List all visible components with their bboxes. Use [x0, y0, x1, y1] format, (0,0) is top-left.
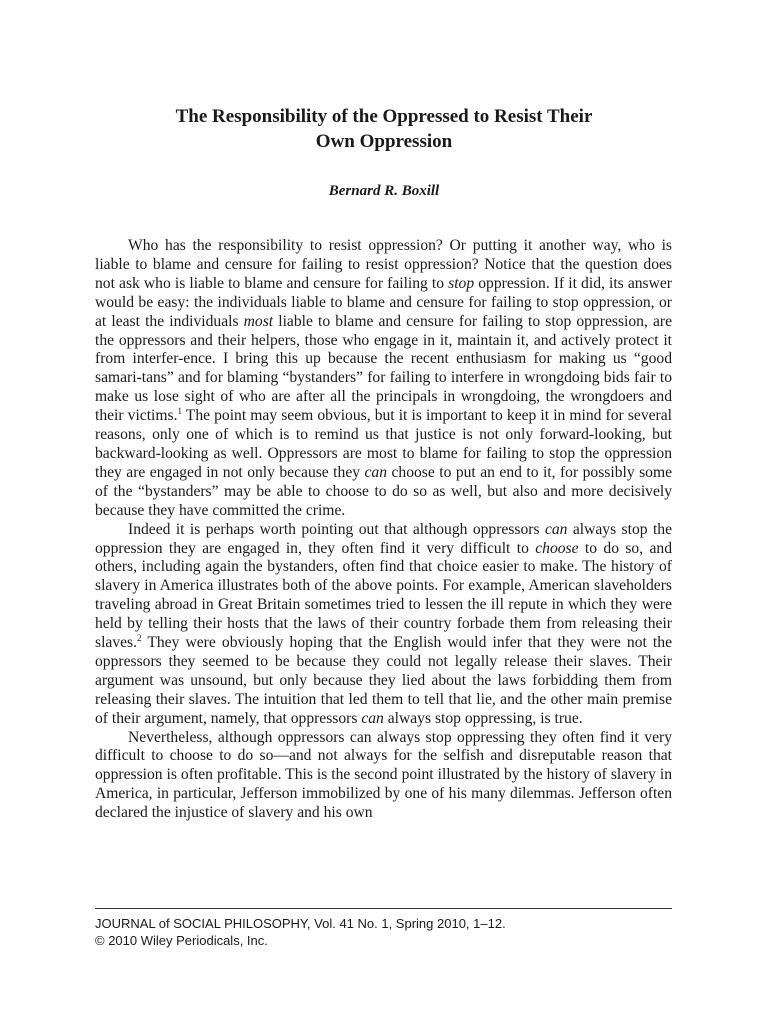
paragraph-text: The point may seem obvious, but it is important to keep it in mind for several reasons, only one of which is to remind us that justice is not only forward-looking, but backward-looking as well. Oppressors are most to blame for failing to stop the oppression they are engaged in not only because they	[95, 407, 672, 481]
emphasized-word: most	[243, 312, 274, 330]
author-name: Bernard R. Boxill	[328, 183, 440, 199]
paragraph-text: They were obviously hoping that the English would infer that they were not the oppressors they seemed to be because they could not legally release their slaves. Their argument was unsound, but only because they lied about the laws forbidding them from releasing their slaves. The intuition that led them to tell that lie, and the other main premise of their argument, namely, that oppressors	[95, 634, 672, 727]
article-title	[94, 104, 674, 154]
emphasized-word: can	[361, 709, 384, 727]
body-paragraph	[95, 521, 672, 729]
paragraph-text: Indeed it is perhaps worth pointing out that although oppressors	[128, 520, 545, 538]
footnote-marker: 2	[137, 633, 142, 644]
emphasized-word: can	[544, 520, 568, 538]
article-body	[95, 237, 672, 823]
footnote-marker: 1	[177, 406, 182, 417]
paragraph-text: Nevertheless, although oppressors can always stop oppressing they often find it very difficult to choose to do so—and not always for the selfish and disreputable reason that oppression is often profitable. This is the second point illustrated by the history of slavery in America, in particular, Jefferson immobilized by one of his many dilemmas. Jefferson often declared the injustice of slavery and his own	[95, 728, 672, 822]
copyright-notice: © 2010 Wiley Periodicals, Inc.	[95, 933, 268, 948]
emphasized-word: choose	[535, 539, 579, 557]
journal-citation: JOURNAL of SOCIAL PHILOSOPHY, Vol. 41 No. 1, Spring 2010, 1–12.	[95, 916, 506, 931]
paragraph-text: Who has the responsibility to resist oppression? Or putting it another way, who is liable to blame and censure for failing to resist oppression? Notice that the question does not ask who is liable to blame and censure for failing to	[95, 237, 672, 292]
body-paragraph	[95, 729, 672, 824]
paragraph-text: to do so, and others, including again the bystanders, often find that choice easier to make. The history of slavery in America illustrates both of the above points. For example, American slaveholders traveling abroad in Great Britain sometimes tried to lessen the ill repute in which they were held by telling their hosts that the laws of their country forbade them from releasing their slaves.	[95, 539, 672, 652]
paragraph-text: always stop the oppression they are engaged in, they often find it very difficult to	[95, 520, 672, 557]
body-paragraph	[95, 237, 672, 521]
footer-divider	[95, 908, 672, 909]
paragraph-text: choose to put an end to it, for possibly some of the “bystanders” may be able to choose to do so as well, but also and more decisively because they have committed the crime.	[95, 463, 672, 519]
journal-footer	[95, 915, 675, 949]
paragraph-text: liable to blame and censure for failing to stop oppression, are the oppressors and their helpers, those who engage in it, maintain it, and actively protect it from interfer-ence. I bring this up because the recent enthusiasm for making us “good samari-tans” and for blaming “bystanders” for failing to interfere in wrongdoing bids fair to make us lose sight of who are after all the principals in wrongdoing, the wrongdoers and their victims.	[95, 312, 672, 425]
paragraph-text: always stop oppressing, is true.	[383, 709, 583, 727]
article-title-line-2: Own Oppression	[315, 131, 453, 152]
emphasized-word: stop	[448, 274, 475, 292]
emphasized-word: can	[364, 463, 388, 481]
article-title-line-1: The Responsibility of the Oppressed to Resist Their	[175, 106, 593, 127]
paragraph-text: oppression. If it did, its answer would be easy: the individuals liable to blame and censure for failing to stop oppression, or at least the individuals	[95, 274, 672, 330]
